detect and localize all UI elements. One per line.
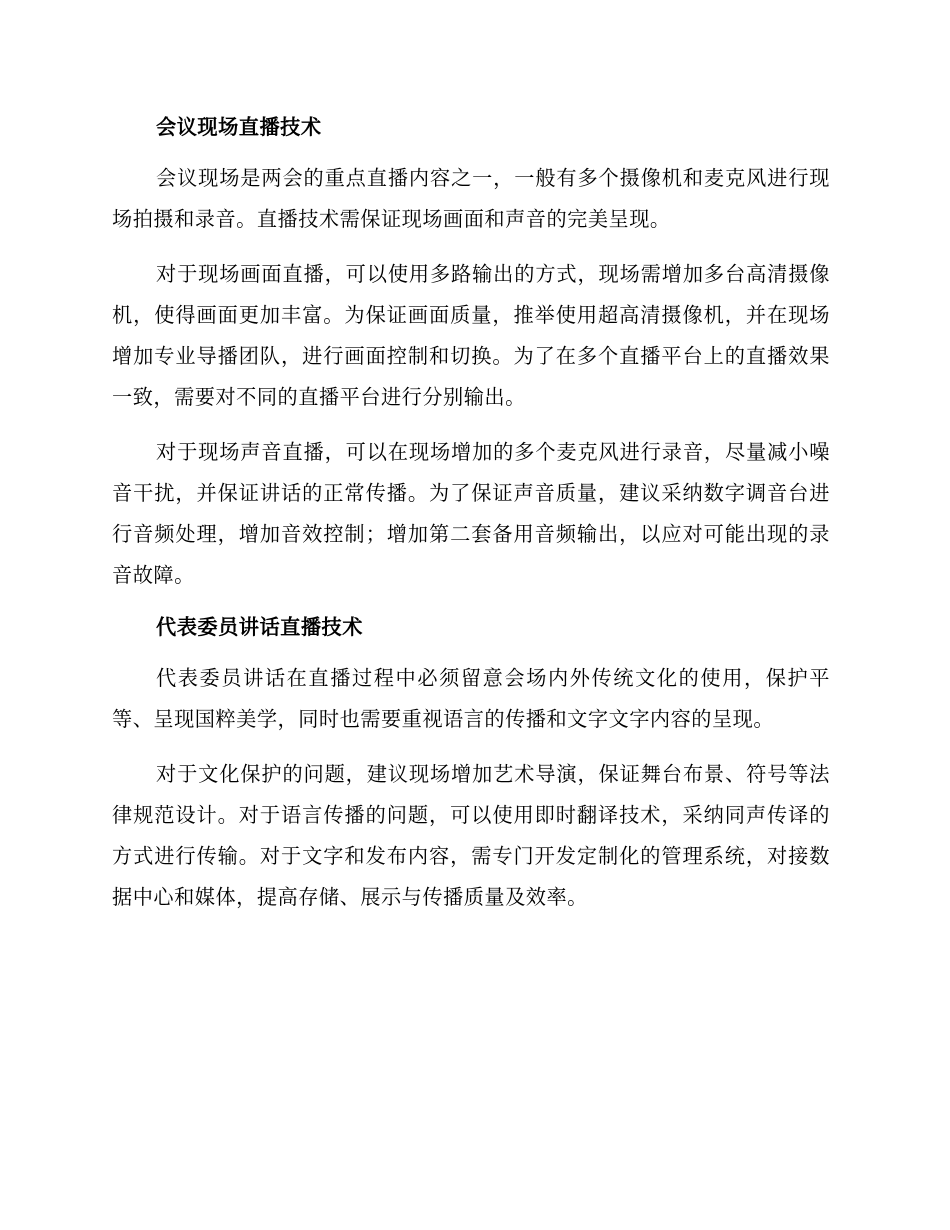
paragraph: 会议现场是两会的重点直播内容之一，一般有多个摄像机和麦克风进行现场拍摄和录音。直播技术需保证现场画面和声音的完美呈现。 (112, 166, 830, 231)
document-body (112, 110, 830, 932)
paragraph: 代表委员讲话在直播过程中必须留意会场内外传统文化的使用，保护平等、呈现国粹美学，同时也需要重视语言的传播和文字文字内容的呈现。 (112, 666, 830, 731)
section-heading-live-broadcast: 会议现场直播技术 (156, 115, 322, 139)
paragraph: 对于现场声音直播，可以在现场增加的多个麦克风进行录音，尽量减小噪音干扰，并保证讲话的正常传播。为了保证声音质量，建议采纳数字调音台进行音频处理，增加音效控制；增加第二套备用音频输出，以应对可能出现的录音故障。 (112, 440, 830, 587)
paragraph: 对于现场画面直播，可以使用多路输出的方式，现场需增加多台高清摄像机，使得画面更加丰富。为保证画面质量，推举使用超高清摄像机，并在现场增加专业导播团队，进行画面控制和切换。为了在多个直播平台上的直播效果一致，需要对不同的直播平台进行分别输出。 (112, 262, 830, 409)
section-heading-speech-broadcast: 代表委员讲话直播技术 (156, 615, 363, 639)
paragraph: 对于文化保护的问题，建议现场增加艺术导演，保证舞台布景、符号等法律规范设计。对于语言传播的问题，可以使用即时翻译技术，采纳同声传译的方式进行传输。对于文字和发布内容，需专门开发定制化的管理系统，对接数据中心和媒体，提高存储、展示与传播质量及效率。 (112, 762, 830, 909)
